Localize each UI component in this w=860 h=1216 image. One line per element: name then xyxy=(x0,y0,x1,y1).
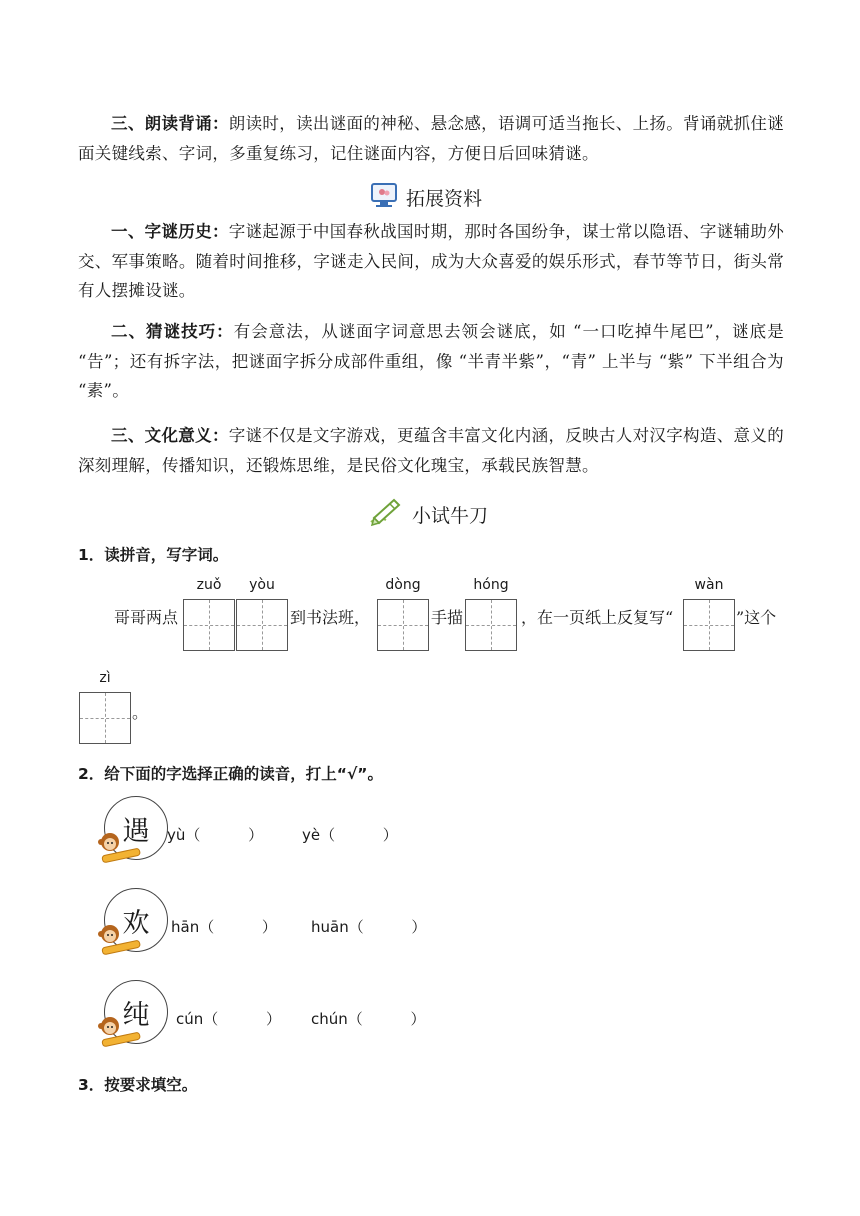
item-text: 字谜起源于中国春秋战国时期，那时各国纷争，谋士常以隐语、字谜辅助外交、军事策略。随着时间推移，字谜走入民间，成为大众喜爱的娱乐形式，春节等节日，街头常有人摆摊设谜。 xyxy=(78,222,784,300)
extension-heading xyxy=(370,182,482,213)
extension-item-3 xyxy=(78,421,784,480)
option-ye[interactable]: yè（ ） xyxy=(302,826,398,844)
practice-heading xyxy=(368,496,488,533)
writing-grid-hong[interactable] xyxy=(465,599,517,651)
char-badge-2 xyxy=(96,886,176,962)
item-text: 字谜不仅是文字游戏，更蕴含丰富文化内涵，反映古人对汉字构造、意义的深刻理解，传播知识，还锻炼思维，是民俗文化瑰宝，承载民族智慧。 xyxy=(78,426,784,475)
writing-grid-you[interactable] xyxy=(236,599,288,651)
char-badge-3 xyxy=(96,978,176,1054)
writing-grid-zuo[interactable] xyxy=(183,599,235,651)
writing-grid-dong[interactable] xyxy=(377,599,429,651)
extension-item-1 xyxy=(78,217,784,306)
question-1-title: 1．读拼音，写字词。 xyxy=(78,546,229,564)
reading-label: 三、朗读背诵： xyxy=(111,114,229,133)
sentence-part-2: 到书法班， xyxy=(290,608,371,627)
pinyin-you: yòu xyxy=(249,577,275,593)
pencil-icon xyxy=(368,496,404,533)
reading-text: 朗读时，读出谜面的神秘、悬念感，语调可适当拖长、上扬。背诵就抓住谜面关键线索、字词，多重复练习，记住谜面内容，方便日后回味猜谜。 xyxy=(78,114,784,163)
pinyin-zi: zì xyxy=(99,670,111,686)
monkey-pencil-icon xyxy=(96,826,144,866)
pinyin-dong: dòng xyxy=(385,577,421,593)
sentence-part-3: 手描 xyxy=(431,608,464,627)
sentence-part-6: 。 xyxy=(132,703,149,722)
item-label: 三、文化意义： xyxy=(111,426,229,445)
char: 纯 xyxy=(122,999,150,1031)
sentence-part-4: ，在一页纸上反复写“ xyxy=(521,608,674,627)
item-label: 一、字谜历史： xyxy=(111,222,229,241)
extension-item-2 xyxy=(78,317,784,406)
char: 欢 xyxy=(122,907,150,939)
sentence-part-5: ”这个 xyxy=(736,608,777,627)
pinyin-wan: wàn xyxy=(694,577,724,593)
monkey-pencil-icon xyxy=(96,918,144,958)
option-cun[interactable]: cún（ ） xyxy=(176,1010,281,1028)
practice-title: 小试牛刀 xyxy=(412,505,489,527)
option-chun[interactable]: chún（ ） xyxy=(311,1010,426,1028)
writing-grid-wan[interactable] xyxy=(683,599,735,651)
item-label: 二、猜谜技巧： xyxy=(111,322,234,341)
item-text: 有会意法，从谜面字词意思去领会谜底，如 “一口吃掉牛尾巴”，谜底是 “告”；还有拆字法，把谜面字拆分成部件重组，像 “半青半紫”，“青” 上半与 “紫” 下半组合为 “素”。 xyxy=(78,322,785,400)
char: 遇 xyxy=(122,815,150,847)
monkey-pencil-icon xyxy=(96,1010,144,1050)
extension-title: 拓展资料 xyxy=(406,188,483,210)
pinyin-hong: hóng xyxy=(473,577,509,593)
question-2-title: 2．给下面的字选择正确的读音，打上“√”。 xyxy=(78,765,383,783)
option-yu[interactable]: yù（ ） xyxy=(167,826,264,844)
reading-paragraph xyxy=(78,109,784,168)
writing-grid-zi[interactable] xyxy=(79,692,131,744)
computer-icon xyxy=(370,182,398,213)
sentence-part-1: 哥哥两点 xyxy=(114,608,179,627)
question-3-title: 3．按要求填空。 xyxy=(78,1076,198,1094)
option-huan[interactable]: huān（ ） xyxy=(311,918,427,936)
char-badge-1 xyxy=(96,794,176,870)
pinyin-zuo: zuǒ xyxy=(196,577,222,593)
option-han[interactable]: hān（ ） xyxy=(171,918,277,936)
